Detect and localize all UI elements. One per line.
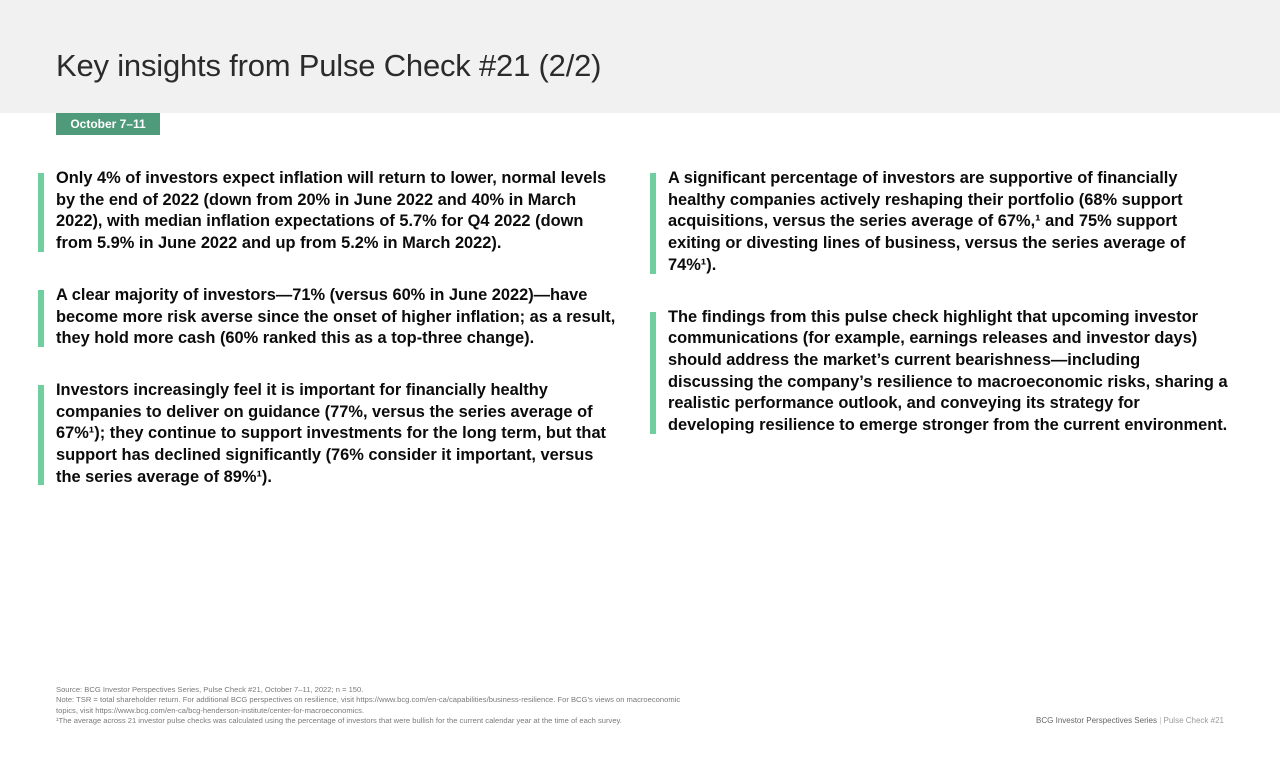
accent-bar bbox=[650, 173, 656, 274]
insight-guidance bbox=[38, 380, 618, 489]
insights-right-column bbox=[650, 168, 1230, 437]
accent-bar bbox=[38, 385, 44, 486]
footnote-source: Source: BCG Investor Perspectives Series, Pulse Check #21, October 7–11, 2022; n = 150. bbox=[56, 685, 364, 694]
footnotes bbox=[56, 685, 696, 727]
insights-left-column bbox=[38, 168, 618, 488]
insight-portfolio-reshaping bbox=[650, 168, 1230, 277]
date-badge: October 7–11 bbox=[56, 113, 160, 135]
accent-bar bbox=[38, 173, 44, 252]
footer-branding bbox=[1036, 716, 1224, 725]
insight-text: A clear majority of investors—71% (versus 60% in June 2022)—have become more risk averse since the onset of higher inflation; as a result, they hold more cash (60% ranked this as a top-three change). bbox=[56, 285, 616, 348]
insight-text: Investors increasingly feel it is important for financially healthy companies to deliver on guidance (77%, versus the series average of 67%¹); they continue to support investments for the long term, but that support has declined significantly (76% consider it important, versus the series average of 89%¹). bbox=[56, 380, 607, 486]
insight-text: The findings from this pulse check highlight that upcoming investor communications (for example, earnings releases and investor days) should address the market’s current bearishness—including discussing the company’s resilience to macroeconomic risks, sharing a realistic performance outlook, and conveying its strategy for developing resilience to emerge stronger from the current environment. bbox=[668, 307, 1228, 435]
insight-inflation-expectations bbox=[38, 168, 618, 255]
footnote-note: Note: TSR = total shareholder return. For additional BCG perspectives on resilience, visit https://www.bcg.com/en-ca/capabilities/business-resilience. For BCG’s views on macroeconomic topics, visit https://www.bcg.com/en-ca/bcg-henderson-institute/center-for-macroeconomics. bbox=[56, 695, 681, 715]
insight-text: Only 4% of investors expect inflation will return to lower, normal levels by the end of 2022 (down from 20% in June 2022 and 40% in March 2022), with median inflation expectations of 5.7% for Q4 2022 (down from 5.9% in June 2022 and up from 5.2% in March 2022). bbox=[56, 169, 607, 253]
page-title: Key insights from Pulse Check #21 (2/2) bbox=[56, 48, 602, 83]
accent-bar bbox=[38, 290, 44, 347]
insight-investor-communications bbox=[650, 307, 1230, 437]
accent-bar bbox=[650, 312, 656, 434]
footer-separator: | bbox=[1159, 716, 1162, 725]
footnote-1: ¹The average across 21 investor pulse checks was calculated using the percentage of investors that were bullish for the current calendar year at the time of each survey. bbox=[56, 716, 622, 726]
footer-series: BCG Investor Perspectives Series bbox=[1036, 716, 1157, 725]
insight-risk-aversion bbox=[38, 285, 618, 350]
insight-text: A significant percentage of investors are supportive of financially healthy companies actively reshaping their portfolio (68% support acquisitions, versus the series average of 67%,¹ and 75% support exiting or divesting lines of business, versus the series average of 74%¹). bbox=[668, 169, 1186, 274]
footer-pulse-check: Pulse Check #21 bbox=[1163, 716, 1224, 725]
